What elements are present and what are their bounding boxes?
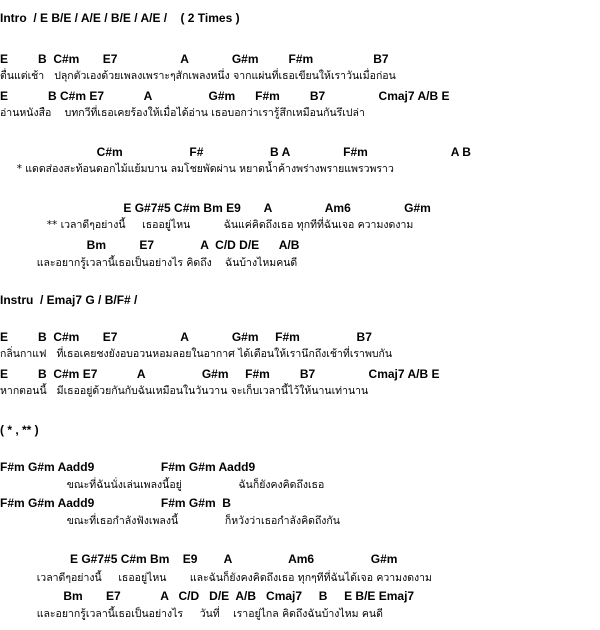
lyric-line: ตื่นแต่เช้า ปลุกตัวเองด้วยเพลงเพราะๆสักเพลงหนึ่ง จากแผ่นที่เธอเขียนให้เราวันเมื่อก่อน: [0, 70, 396, 82]
chord-line: Bm E7 A C/D D/E A/B Cmaj7 B E B/E Emaj7: [0, 589, 415, 603]
repeat-marker: ( * , ** ): [0, 423, 39, 437]
lyric-line: เวลาดีๆอย่างนี้ เธออยู่ไหน และฉันก็ยังคงคิดถึงเธอ ทุกๆทีที่ฉันได้เจอ ความงดงาม: [0, 572, 432, 584]
chord-line: F#m G#m Aadd9 F#m G#m Aadd9: [0, 460, 256, 474]
lyric-line: ** เวลาดีๆอย่างนี้ เธออยู่ไหน ฉันแค่คิดถึงเธอ ทุกทีที่ฉันเจอ ความงดงาม: [0, 219, 414, 231]
chord-line: E B C#m E7 A G#m F#m B7 Cmaj7 A/B E: [0, 89, 450, 103]
chord-line: C#m F# B A F#m A B: [0, 145, 471, 159]
lyric-line: และอยากรู้เวลานี้เธอเป็นอย่างไร วันที่ เราอยู่ไกล คิดถึงฉันบ้างไหม คนดี: [0, 608, 383, 620]
chord-line: E B C#m E7 A G#m F#m B7: [0, 52, 389, 66]
lyric-line: กลิ่นกาแฟ ที่เธอเคยชงยังอบอวนหอมลอยในอากาศ ได้เตือนให้เรานึกถึงเช้าที่เราพบกัน: [0, 348, 393, 360]
lyric-line: หากตอนนี้ มีเธออยู่ด้วยกันกับฉันเหมือนในวันวาน จะเก็บเวลานี้ไว้ให้นานเท่านาน: [0, 385, 369, 397]
chord-line: F#m G#m Aadd9 F#m G#m B: [0, 496, 231, 510]
lyric-line: ขณะที่ฉันนั่งเล่นเพลงนี้อยู่ ฉันก็ยังคงคิดถึงเธอ: [0, 479, 325, 491]
lyric-line: * แดดส่องสะท้อนดอกไม้แย้มบาน ลมโชยพัดผ่าน หยาดน้ำค้างพร่างพรายแพรวพราว: [0, 163, 394, 175]
instru-line: Instru / Emaj7 G / B/F# /: [0, 293, 138, 307]
chord-line: E B C#m E7 A G#m F#m B7 Cmaj7 A/B E: [0, 367, 440, 381]
lyric-line: และอยากรู้เวลานี้เธอเป็นอย่างไร คิดถึง ฉันบ้างไหมคนดี: [0, 257, 298, 269]
chord-line: E B C#m E7 A G#m F#m B7: [0, 330, 372, 344]
chord-line: Bm E7 A C/D D/E A/B: [0, 238, 300, 252]
lyric-line: อ่านหนังสือ บทกวีที่เธอเคยร้องให้เมื่อได้อ่าน เธอบอกว่าเรารู้สึกเหมือนกันรึเปล่า: [0, 107, 365, 119]
chord-line: E G#7#5 C#m Bm E9 A Am6 G#m: [0, 552, 398, 566]
chord-line: E G#7#5 C#m Bm E9 A Am6 G#m: [0, 201, 431, 215]
intro-line: Intro / E B/E / A/E / B/E / A/E / ( 2 Times ): [0, 11, 240, 25]
lyric-line: ขณะที่เธอกำลังฟังเพลงนี้ ก็หวังว่าเธอกำลังคิดถึงกัน: [0, 515, 340, 527]
